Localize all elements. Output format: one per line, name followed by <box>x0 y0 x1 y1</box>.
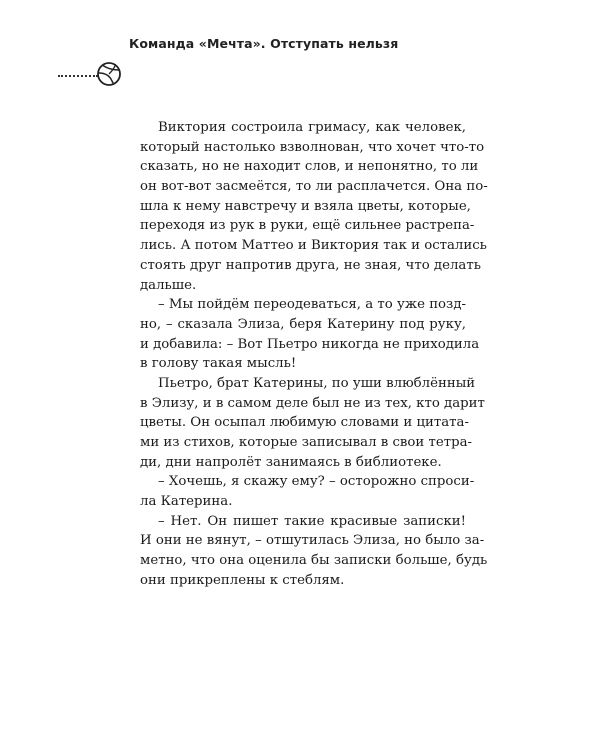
text-line: который настолько взволнован, что хочет что-то <box>140 139 485 155</box>
text-line: И они не вянут, – отшутилась Элиза, но было за- <box>140 533 485 549</box>
text-line: в голову такая мысль! <box>140 356 297 372</box>
text-line: переходя из рук в руки, ещё сильнее растрепа- <box>140 218 475 234</box>
body-text <box>140 118 488 591</box>
text-line: – Хочешь, я скажу ему? – осторожно спроси- <box>158 474 475 490</box>
text-line: стоять друг напротив друга, не зная, что делать <box>140 257 481 273</box>
text-line: в Элизу, и в самом деле был не из тех, кто дарит <box>140 395 485 411</box>
text-line: но, – сказала Элиза, беря Катерину под руку, <box>140 316 466 332</box>
text-line: сказать, но не находит слов, и непонятно, то ли <box>140 159 479 175</box>
header-dotted-rule <box>58 75 98 77</box>
text-line: – Мы пойдём переодеваться, а то уже позд- <box>158 297 466 313</box>
text-line: шла к нему навстречу и взяла цветы, которые, <box>140 198 471 214</box>
text-line: он вот-вот засмеётся, то ли расплачется. Она по- <box>140 179 488 195</box>
text-line: цветы. Он осыпал любимую словами и цитата- <box>140 415 469 431</box>
running-header-title: Команда «Мечта». Отступать нельзя <box>129 36 399 51</box>
text-line: Пьетро, брат Катерины, по уши влюблённый <box>158 375 476 391</box>
text-line: Виктория состроила гримасу, как человек, <box>158 120 466 135</box>
text-line: дальше. <box>140 277 197 293</box>
text-line: лись. А потом Маттео и Виктория так и остались <box>140 238 487 254</box>
text-line: они прикреплены к стеблям. <box>140 572 345 588</box>
text-line: ми из стихов, которые записывал в свои тетра- <box>140 435 473 450</box>
text-line: – Нет. Он пишет такие красивые записки! <box>158 513 466 529</box>
volleyball-icon <box>96 61 122 87</box>
text-line: метно, что она оценила бы записки больше, будь <box>140 553 488 569</box>
text-line: ди, дни напролёт занимаясь в библиотеке. <box>140 454 442 470</box>
text-line: ла Катерина. <box>140 494 233 510</box>
text-line: и добавила: – Вот Пьетро никогда не приходила <box>140 336 480 352</box>
